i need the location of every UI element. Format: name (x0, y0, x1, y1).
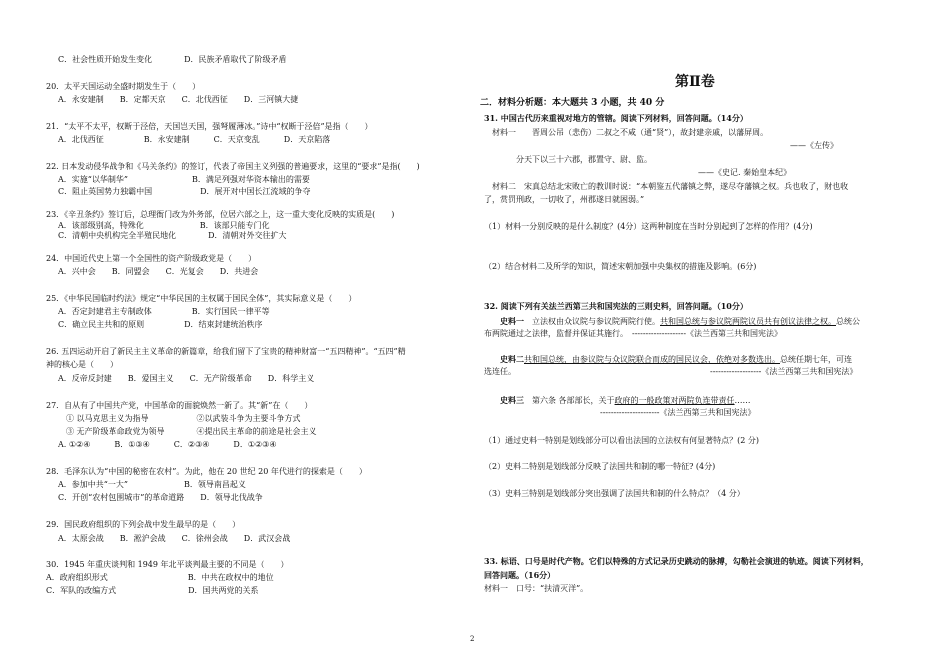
q26-stem-line1: 26. 五四运动开启了新民主主义革命的新篇章，给我们留下了宝贵的精神财富一“五四精神”。“五四”精 (46, 347, 406, 356)
q33-material1: 材料一 口号：“扶清灭洋”。 (484, 584, 589, 593)
q27-items-34: ③ 无产阶级革命政党为领导 ④提出民主革命的前途是社会主义 (58, 427, 317, 436)
source1-text-b: 总统公 (836, 317, 860, 326)
q26-stem-line2: 神的核心是（ ） (46, 360, 118, 369)
source3-underlined: 政府的一般政策对两院负连带责任 (614, 396, 735, 405)
q25-options-cd: C．确立民主共和的原则 D．结束封建统治秩序 (58, 320, 263, 329)
q29-stem: 29．国民政府组织的下列会战中发生最早的是（ ） (46, 520, 241, 529)
source1-label: 史料一 (484, 316, 524, 326)
q33-stem-line1: 33. 标语、口号是时代产物。它们以特殊的方式记录历史跳动的脉搏，勾勒社会演进的轨迹。阅读下列材料， (484, 556, 869, 566)
q20-options: A．永安建制 B．定都天京 C．北伐西征 D．三河镇大捷 (58, 95, 299, 104)
source1-citation: --------------------《法兰西第三共和国宪法》 (632, 329, 783, 338)
q32-source2-citation: -------------------《法兰西第三共和国宪法》 (710, 367, 858, 376)
q21-options: A．北伐西征 B．永安建制 C．天京变乱 D．天京陷落 (58, 135, 331, 144)
q27-stem: 27．自从有了中国共产党，中国革命的面貌焕然一新了。其“新”在（ ） (46, 401, 313, 410)
q26-options: A．反帝反封建 B．爱国主义 C．无产阶级革命 D．科学主义 (58, 374, 315, 383)
q32-source2-line1 (484, 354, 852, 365)
q30-options-cd: C．军队的改编方式 D．国共两党的关系 (46, 586, 259, 595)
q31-material2-line1: 材料二 宋真总结北宋败亡的教训时说：“本朝鉴五代藩镇之弊，遂尽夺藩镇之权。兵也收了，财也收 (484, 182, 849, 191)
q25-stem: 25．《中华民国临时约法》规定“中华民国的主权属于国民全体”，其实际意义是（ ） (46, 294, 357, 303)
q28-stem: 28．毛泽东认为“中国的秘密在农村”。为此，他在 20 世纪 20 年代进行的探索是（ ） (46, 467, 367, 476)
q22-options-ab: A．实施“以华制华” B．满足列强对华资本输出的需要 (58, 175, 310, 184)
q29-options: A．太原会战 B．淞沪会战 C．徐州会战 D．武汉会战 (58, 534, 291, 543)
q31-material1-source: ——《左传》 (790, 141, 838, 150)
q31-sub2: （2）结合材料二及所学的知识，简述宋朝加强中央集权的措施及影响。(6分) (484, 262, 757, 271)
q33-stem-line2: 回答问题。（16分） (484, 570, 556, 580)
source1-text-a: 立法权由众议院与参议院两院行使。 (524, 317, 660, 326)
q25-options-ab: A．否定封建君主专制政体 B．实行国民一律平等 (58, 307, 270, 316)
q23-stem: 23．《辛丑条约》签订后，总理衙门改为外务部，位居六部之上，这一重大变化反映的实质是( ) (46, 210, 395, 219)
q31-material2-line2: 了，赏罚刑政，一切收了，州郡遂日就困弱。” (484, 195, 645, 204)
q30-stem: 30．1945 年重庆谈判和 1949 年北平谈判最主要的不同是（ ） (46, 560, 289, 569)
q28-options-ab: A．参加中共“一大” B．领导南昌起义 (58, 480, 246, 489)
q32-sub1: （1）通过史料一特别是划线部分可以看出法国的立法权有何显著特点？(2 分) (484, 436, 759, 445)
source3-text-a: 第六条 各部部长，关于 (524, 396, 615, 405)
q31-sub1: （1）材料一分别反映的是什么制度？(4分）这两种制度在当时分别起到了怎样的作用？(4分) (484, 222, 813, 231)
q24-options: A．兴中会 B．同盟会 C．光复会 D．共进会 (58, 267, 259, 276)
q20-stem: 20．太平天国运动全盛时期发生于（ ） (46, 82, 201, 91)
q22-options-cd: C．阻止英国势力独霸中国 D．展开对中国长江流域的争夺 (58, 187, 311, 196)
section-heading: 二．材料分析题：本大题共 3 小题，共 40 分 (480, 98, 665, 108)
q22-stem: 22. 日本发动侵华战争和《马关条约》的签订，代表了帝国主义列强的普遍要求，这里的“要求”是指( ) (46, 162, 420, 171)
q21-stem: 21．“太平不太平，权断于泾倍，天国岂天国，强弩履薄冰。”诗中“权断于泾倍”是指（ ） (46, 122, 373, 131)
q32-source3-citation: ----------------------《法兰西第三共和国宪法》 (600, 408, 756, 417)
source1-underlined: 共和国总统与参议院两院议员共有创议法律之权。 (660, 317, 836, 326)
source2-label: 史料二 (484, 354, 524, 364)
source3-text-b: …… (734, 396, 751, 405)
q27-options: A. ①②④ B．①③④ C．②③④ D．①②③④ (58, 440, 277, 449)
q31-material1-line1: 材料一 晋周公吊（悲伤）二叔之不咸（通“贤”），故封建亲戚，以藩屏周。 (484, 128, 769, 137)
q32-stem: 32. 阅读下列有关法兰西第三共和国宪法的三则史料，回答问题。（10分） (484, 301, 748, 311)
q30-options-ab: A．政府组织形式 B．中共在政权中的地位 (46, 573, 274, 582)
q32-sub3: （3）史料三特别是划线部分突出强调了法国共和制的什么特点？（4 分） (484, 489, 745, 498)
q19-options-cd: C．社会性质开始发生变化 D．民族矛盾取代了阶级矛盾 (58, 55, 287, 64)
q32-source2-line2: 选连任。 (484, 367, 516, 376)
q32-source3-line1 (484, 395, 751, 406)
source3-label: 史料三 (484, 395, 524, 405)
source2-text-a: 总统任期七年，可连 (780, 355, 852, 364)
q28-options-cd: C．开创“农村包围城市”的革命道路 D．领导北伐战争 (58, 493, 263, 502)
q31-stem: 31. 中国古代历来重视对地方的管辖。阅读下列材料，回答问题。（14分） (484, 113, 748, 123)
q27-items-12: ① 以马克思主义为指导 ②以武装斗争为主要斗争方式 (58, 414, 301, 423)
q24-stem: 24．中国近代史上第一个全国性的资产阶级政党是（ ） (46, 254, 257, 263)
source1-text-c: 布两院通过之法律，监督并保证其施行。 (484, 329, 624, 338)
q32-source1-line1 (484, 316, 860, 327)
q31-material1-source2: ——《史记. 秦始皇本纪》 (698, 168, 792, 177)
source2-underlined: 共和国总统，由参议院与众议院联合而成的国民议会，依绝对多数选出。 (524, 355, 780, 364)
page-number: 2 (470, 635, 475, 643)
q32-sub2: （2）史料二特别是划线部分反映了法国共和制的哪一特征? (4分) (484, 462, 716, 471)
q31-material1-line2: 分天下以三十六郡，郡置守、尉、监。 (484, 155, 652, 164)
q32-source1-line2 (484, 329, 782, 339)
part-title: 第Ⅱ卷 (675, 74, 715, 90)
q23-options-cd: C．清朝中央机构完全半殖民地化 D．清朝对外交往扩大 (58, 231, 287, 240)
q23-options-ab: A．该部级别高，特殊化 B．该部只能专门化 (58, 221, 270, 230)
